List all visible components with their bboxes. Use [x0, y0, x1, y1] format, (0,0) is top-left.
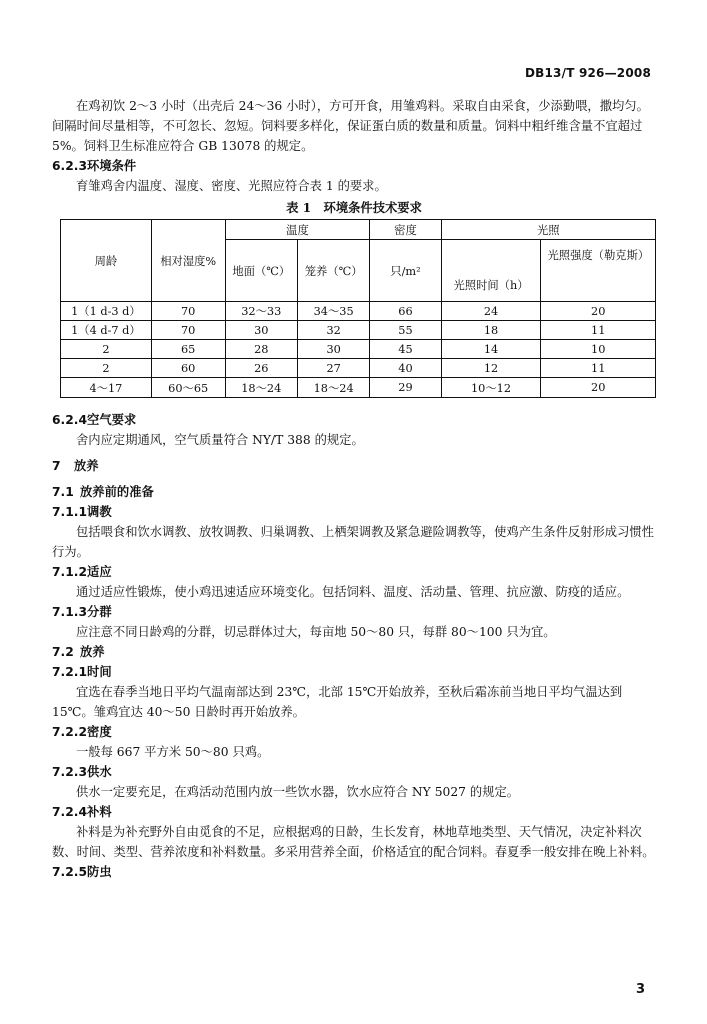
cell-light-time: 12 — [441, 359, 541, 378]
cell-light-intensity: 11 — [541, 359, 656, 378]
cell-age: 2 — [61, 340, 152, 359]
heading-number: 7.2.3 — [52, 765, 88, 779]
cell-age: 1（1 d-3 d） — [61, 302, 152, 321]
heading-7-1 — [52, 482, 656, 502]
cell-floor-temp: 30 — [225, 321, 297, 340]
paragraph-water: 供水一定要充足，在鸡活动范围内放一些饮水器，饮水应符合 NY 5027 的规定。 — [76, 785, 520, 799]
cell-humidity: 70 — [151, 302, 225, 321]
header-age: 周龄 — [61, 220, 152, 302]
heading-title: 放养前的准备 — [80, 484, 154, 499]
paragraph-environment: 育雏鸡舍内温度、湿度、密度、光照应符合表 1 的要求。 — [76, 179, 387, 193]
cell-floor-temp: 32～33 — [225, 302, 297, 321]
heading-title: 放养 — [80, 644, 105, 659]
heading-title: 适应 — [87, 564, 112, 579]
heading-title: 密度 — [87, 724, 112, 739]
heading-7 — [52, 456, 656, 476]
cell-floor-temp: 28 — [225, 340, 297, 359]
table-row — [61, 321, 656, 340]
heading-7-2-2 — [52, 722, 656, 742]
cell-humidity: 70 — [151, 321, 225, 340]
paragraph-feeding: 在鸡初饮 2～3 小时（出壳后 24～36 小时），方可开食，用雏鸡料。采取自由采食，少添勤喂，撒均匀。间隔时间尽量相等，不可忽长、忽短。饲料要多样化，保证蛋白质的数量和质量。饲料中粗纤维含量不宜超过 5%。饲料卫生标准应符合 GB 13078 的规定。 — [52, 99, 649, 153]
cell-age: 2 — [61, 359, 152, 378]
cell-density: 45 — [370, 340, 441, 359]
header-humidity: 相对湿度% — [151, 220, 225, 302]
cell-density: 66 — [370, 302, 441, 321]
cell-light-time: 10～12 — [441, 378, 541, 398]
heading-number: 7.2.5 — [52, 865, 88, 879]
header-cage-temp: 笼养（℃） — [297, 240, 369, 302]
cell-humidity: 65 — [151, 340, 225, 359]
cell-cage-temp: 18～24 — [297, 378, 369, 398]
page-number: 3 — [635, 982, 645, 997]
heading-number: 6.2.4 — [52, 413, 88, 427]
heading-number: 7.1.3 — [52, 605, 88, 619]
heading-number: 6.2.3 — [52, 159, 88, 173]
spacer — [52, 398, 656, 410]
heading-6-2-4 — [52, 410, 656, 430]
heading-7-2-3 — [52, 762, 656, 782]
cell-cage-temp: 34～35 — [297, 302, 369, 321]
cell-floor-temp: 18～24 — [225, 378, 297, 398]
cell-light-time: 18 — [441, 321, 541, 340]
heading-number: 7.2.2 — [52, 725, 88, 739]
heading-7-1-2 — [52, 562, 656, 582]
cell-light-time: 24 — [441, 302, 541, 321]
header-density-unit: 只/m² — [370, 240, 441, 302]
heading-title: 放养 — [74, 458, 99, 473]
document-body — [52, 96, 656, 882]
header-density: 密度 — [370, 220, 441, 240]
cell-humidity: 60 — [151, 359, 225, 378]
table-caption: 表 1 环境条件技术要求 — [286, 200, 422, 215]
heading-number: 7.2.4 — [52, 805, 88, 819]
heading-number: 7 — [52, 459, 61, 473]
table-row — [61, 340, 656, 359]
paragraph-density: 一般每 667 平方米 50～80 只鸡。 — [76, 745, 270, 759]
cell-light-intensity: 20 — [541, 378, 656, 398]
paragraph-air: 舍内应定期通风，空气质量符合 NY/T 388 的规定。 — [76, 433, 364, 447]
cell-cage-temp: 30 — [297, 340, 369, 359]
heading-title: 防虫 — [87, 864, 112, 879]
cell-age: 1（4 d-7 d） — [61, 321, 152, 340]
table-row — [61, 302, 656, 321]
cell-humidity: 60～65 — [151, 378, 225, 398]
heading-7-2 — [52, 642, 656, 662]
paragraph-supplement: 补料是为补充野外自由觅食的不足，应根据鸡的日龄，生长发育，林地草地类型、天气情况，决定补料次数、时间、类型、营养浓度和补料数量。多采用营养全面，价格适宜的配合饲料。春夏季一般安排在晚上补料。 — [52, 825, 655, 859]
heading-7-1-1 — [52, 502, 656, 522]
heading-number: 7.2 — [52, 645, 74, 659]
heading-7-2-4 — [52, 802, 656, 822]
header-light: 光照 — [441, 220, 655, 240]
paragraph-timing: 宜选在春季当地日平均气温南部达到 23℃，北部 15℃开始放养，至秋后霜冻前当地日平均气温达到 15℃。雏鸡宜达 40～50 日龄时再开始放养。 — [52, 685, 623, 719]
header-floor-temp: 地面（℃） — [225, 240, 297, 302]
cell-cage-temp: 32 — [297, 321, 369, 340]
heading-6-2-3 — [52, 156, 656, 176]
heading-title: 空气要求 — [87, 412, 137, 427]
cell-light-intensity: 11 — [541, 321, 656, 340]
heading-7-1-3 — [52, 602, 656, 622]
table-row — [61, 378, 656, 398]
cell-light-time: 14 — [441, 340, 541, 359]
header-light-intensity: 光照强度（勒克斯） — [541, 240, 656, 302]
header-temperature: 温度 — [225, 220, 370, 240]
heading-title: 调教 — [87, 504, 112, 519]
cell-light-intensity: 10 — [541, 340, 656, 359]
heading-title: 补料 — [87, 804, 112, 819]
cell-light-intensity: 20 — [541, 302, 656, 321]
cell-cage-temp: 27 — [297, 359, 369, 378]
heading-title: 供水 — [87, 764, 112, 779]
table-row — [61, 359, 656, 378]
heading-number: 7.1.1 — [52, 505, 88, 519]
cell-density: 29 — [370, 378, 441, 398]
heading-number: 7.2.1 — [52, 665, 88, 679]
heading-7-2-1 — [52, 662, 656, 682]
heading-title: 环境条件 — [87, 158, 137, 173]
paragraph-adaptation: 通过适应性锻炼，使小鸡迅速适应环境变化。包括饲料、温度、活动量、管理、抗应激、防疫的适应。 — [76, 585, 630, 599]
heading-title: 时间 — [87, 664, 112, 679]
heading-title: 分群 — [87, 604, 112, 619]
standard-number: DB13/T 926—2008 — [525, 66, 651, 80]
heading-7-2-5 — [52, 862, 656, 882]
heading-number: 7.1.2 — [52, 565, 88, 579]
cell-age: 4～17 — [61, 378, 152, 398]
heading-number: 7.1 — [52, 485, 74, 499]
cell-floor-temp: 26 — [225, 359, 297, 378]
cell-density: 40 — [370, 359, 441, 378]
environment-table — [60, 219, 656, 398]
paragraph-training: 包括喂食和饮水调教、放牧调教、归巢调教、上栖架调教及紧急避险调教等，使鸡产生条件反射形成习惯性行为。 — [52, 525, 654, 559]
cell-density: 55 — [370, 321, 441, 340]
header-light-time: 光照时间（h） — [441, 240, 541, 302]
paragraph-grouping: 应注意不同日龄鸡的分群，切忌群体过大，每亩地 50～80 只，每群 80～100 只为宜。 — [76, 625, 556, 639]
